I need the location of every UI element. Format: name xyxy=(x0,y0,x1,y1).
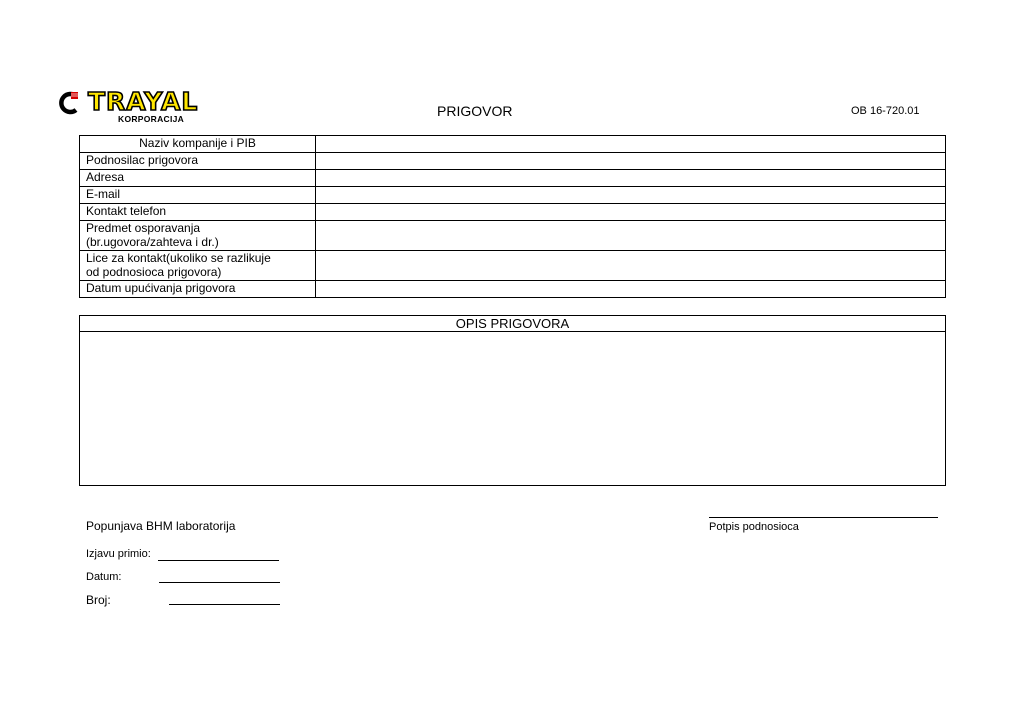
contact-person-field[interactable] xyxy=(316,251,946,281)
email-field[interactable] xyxy=(316,187,946,204)
row-label-contact-person: Lice za kontakt(ukoliko se razlikuje od podnosioca prigovora) xyxy=(80,251,316,281)
lab-section-title: Popunjava BHM laboratorija xyxy=(86,519,236,533)
complaint-info-table xyxy=(79,135,946,298)
table-row xyxy=(80,281,946,298)
document-title: PRIGOVOR xyxy=(437,103,513,119)
address-field[interactable] xyxy=(316,170,946,187)
description-field[interactable] xyxy=(80,332,945,485)
company-field[interactable] xyxy=(316,136,946,153)
signature-line[interactable] xyxy=(709,517,938,518)
trayal-logo xyxy=(56,88,216,128)
row-label-submitter: Podnosilac prigovora xyxy=(80,153,316,170)
table-row xyxy=(80,187,946,204)
logo-wordmark: TRAYAL xyxy=(88,87,199,116)
row-label-phone: Kontakt telefon xyxy=(80,204,316,221)
date-label: Datum: xyxy=(86,571,122,583)
date-sent-field[interactable] xyxy=(316,281,946,298)
table-row xyxy=(80,204,946,221)
submitter-field[interactable] xyxy=(316,153,946,170)
signature-label: Potpis podnosioca xyxy=(709,521,799,533)
received-by-label: Izjavu primio: xyxy=(86,548,151,560)
subject-field[interactable] xyxy=(316,221,946,251)
table-row xyxy=(80,136,946,153)
row-label-company: Naziv kompanije i PIB xyxy=(80,136,316,153)
document-code: OB 16-720.01 xyxy=(851,105,920,117)
table-row xyxy=(80,251,946,281)
number-line[interactable] xyxy=(169,604,280,605)
table-row xyxy=(80,170,946,187)
description-box xyxy=(79,315,946,486)
number-label: Broj: xyxy=(86,593,111,607)
date-line[interactable] xyxy=(159,582,280,583)
row-label-address: Adresa xyxy=(80,170,316,187)
logo-mark-icon xyxy=(56,88,86,118)
received-by-line[interactable] xyxy=(158,560,279,561)
table-row xyxy=(80,221,946,251)
logo-subtext: KORPORACIJA xyxy=(118,114,185,124)
table-row xyxy=(80,153,946,170)
description-title: OPIS PRIGOVORA xyxy=(80,316,945,332)
phone-field[interactable] xyxy=(316,204,946,221)
row-label-date-sent: Datum upućivanja prigovora xyxy=(80,281,316,298)
row-label-subject: Predmet osporavanja (br.ugovora/zahteva i dr.) xyxy=(80,221,316,251)
row-label-email: E-mail xyxy=(80,187,316,204)
